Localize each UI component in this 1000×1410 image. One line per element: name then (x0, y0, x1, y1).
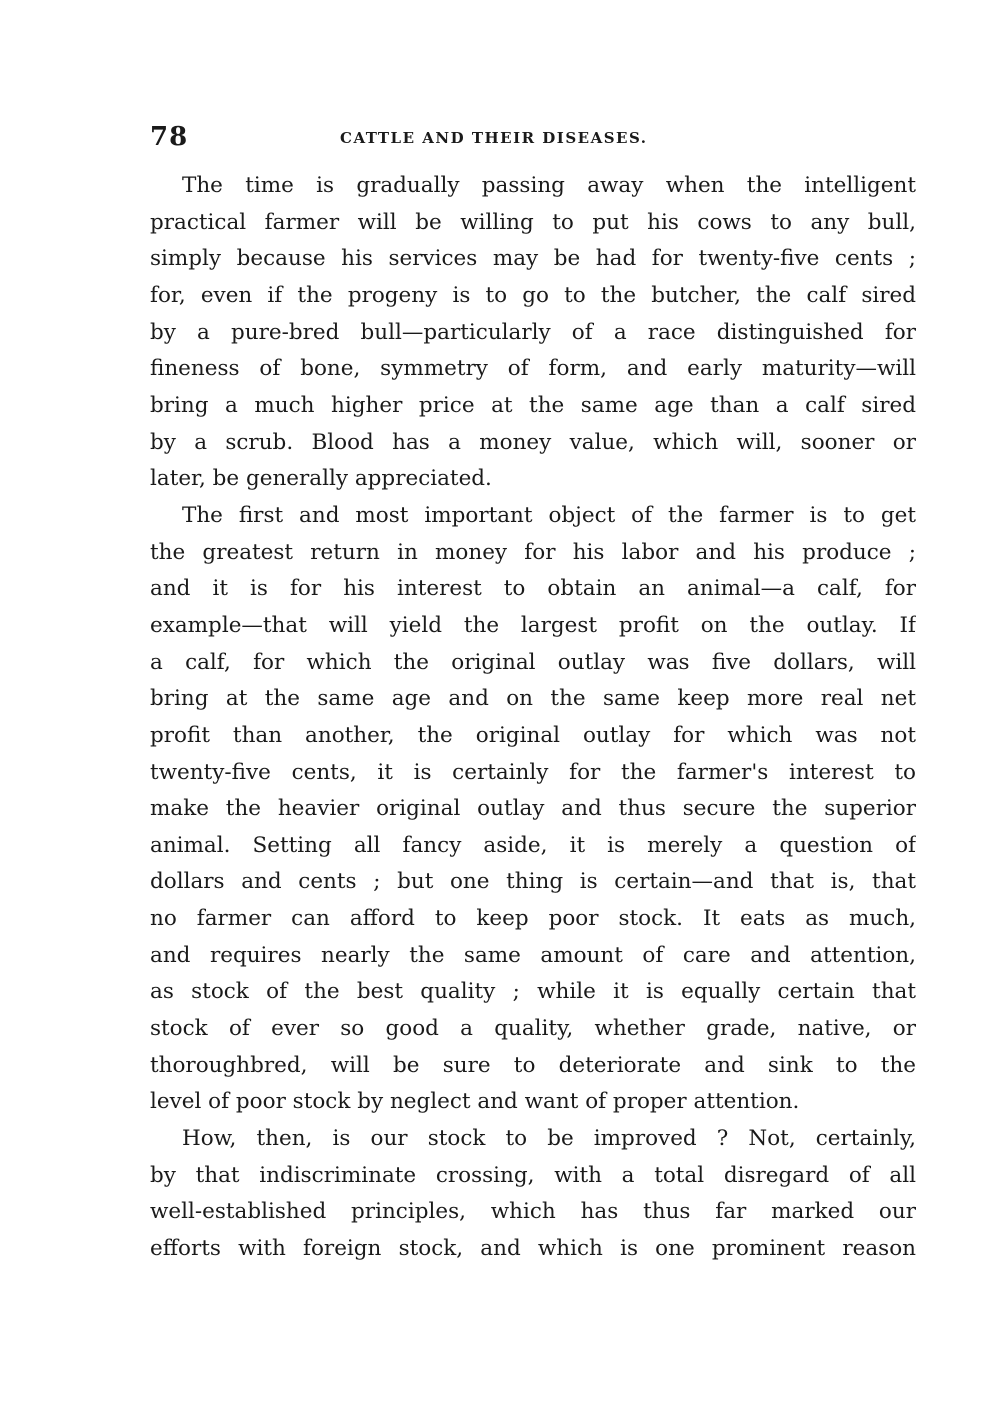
text-line: dollars and cents ; but one thing is certain—and that is, that (150, 869, 916, 895)
page-header (150, 122, 920, 152)
text-line: The first and most important object of the farmer is to get (182, 502, 916, 528)
text-line: stock of ever so good a quality, whether grade, native, or (150, 1016, 916, 1042)
text-line: and requires nearly the same amount of care and attention, (150, 942, 916, 968)
text-line: bring a much higher price at the same age than a calf sired (150, 392, 916, 418)
text-line: simply because his services may be had for twenty-five cents ; (150, 246, 916, 272)
text-line: by that indiscriminate crossing, with a total disregard of all (150, 1162, 916, 1188)
text-line: well-established principles, which has thus far marked our (150, 1199, 916, 1225)
text-line: animal. Setting all fancy aside, it is merely a question of (150, 832, 916, 858)
text-line: level of poor stock by neglect and want of proper attention. (150, 1089, 800, 1115)
page-number: 78 (150, 122, 189, 152)
text-line: thoroughbred, will be sure to deteriorate and sink to the (150, 1052, 916, 1078)
text-line: make the heavier original outlay and thus secure the superior (150, 796, 916, 822)
running-head: CATTLE AND THEIR DISEASES. (340, 129, 648, 147)
text-line: How, then, is our stock to be improved ? Not, certainly, (182, 1126, 916, 1152)
text-line: by a pure-bred bull—particularly of a race distinguished for (150, 319, 916, 345)
text-line: The time is gradually passing away when the intelligent (182, 173, 916, 198)
text-line: as stock of the best quality ; while it is equally certain that (150, 979, 916, 1005)
text-line: the greatest return in money for his labor and his produce ; (150, 539, 916, 565)
body-text (150, 168, 916, 1268)
text-line: twenty-five cents, it is certainly for the farmer's interest to (150, 759, 916, 785)
text-line: no farmer can afford to keep poor stock. It eats as much, (150, 906, 916, 932)
text-line: a calf, for which the original outlay was five dollars, will (150, 649, 916, 675)
text-line: later, be generally appreciated. (150, 466, 492, 492)
text-line: bring at the same age and on the same keep more real net (150, 686, 916, 712)
text-line: example—that will yield the largest profit on the outlay. If (150, 612, 916, 638)
text-line: profit than another, the original outlay for which was not (150, 722, 916, 748)
text-line: and it is for his interest to obtain an animal—a calf, for (150, 576, 916, 602)
text-line: fineness of bone, symmetry of form, and early maturity—will (150, 356, 916, 382)
text-line: efforts with foreign stock, and which is one prominent reason (150, 1236, 916, 1262)
text-line: by a scrub. Blood has a money value, which will, sooner or (150, 429, 916, 455)
text-line: practical farmer will be willing to put his cows to any bull, (150, 209, 916, 235)
text-line: for, even if the progeny is to go to the butcher, the calf sired (150, 282, 916, 308)
